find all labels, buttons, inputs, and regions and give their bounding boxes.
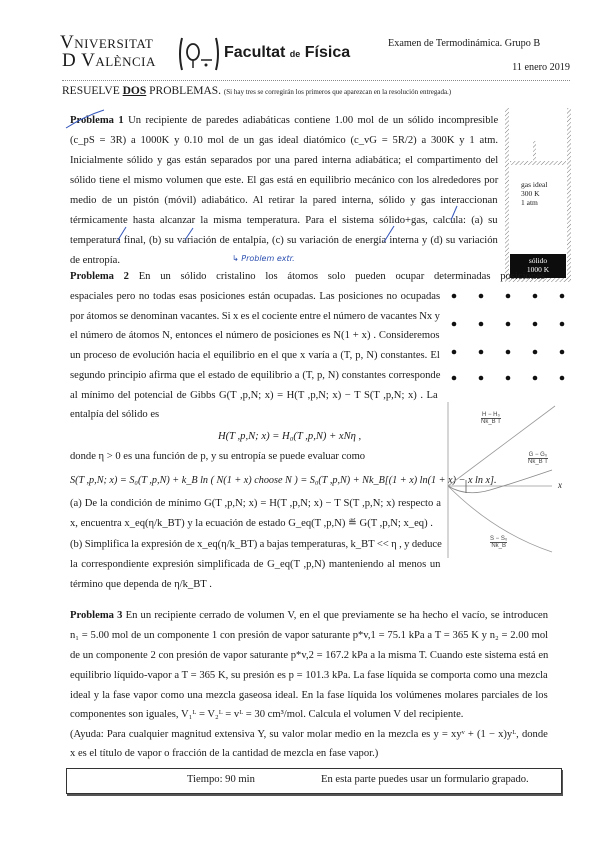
lattice-atom [452,322,457,327]
faculty-main: Facultat [224,44,286,61]
lattice-atom [560,294,565,299]
instructions-emphasis: DOS [122,85,147,97]
line-text: entalpía del sólido es [70,409,160,420]
gas-label: gas ideal [521,180,548,189]
line-text: ideal y la fase vapor como una mezcla gaseosa ideal. En la fase líquida los volúmenes molares parciales de los [70,690,548,701]
footer-box [66,768,562,794]
line-text: al mínimo del potencial de Gibbs G(T ,p,N; x) = H(T ,p,N; x) − T S(T ,p,N; x) . La [70,390,438,401]
s-label-den: Nk_B [491,543,506,549]
line-text: x es el título de vapor o fracción de la cantidad de mezcla en fase vapor.) [70,748,379,759]
faculty-sub: Física [304,44,351,61]
line-text: n₁ = 5.00 mol de un componente 1 con presión de vapor saturante p*v,1 = 75.1 kPa a T = 365 K y n₂ = 2.00 mol [70,630,549,641]
text-line [70,174,498,188]
lattice-atom [479,294,484,299]
text-line [70,234,498,248]
text-line [70,497,441,511]
instructions-note: (Si hay tres se corregirán los primeros que aparezcan en la resolución entregada.) [223,88,452,96]
s-label-num: S − S₀ [490,536,508,542]
university-name-line1: Vniversitat [60,32,154,53]
university-emblem-icon [176,34,222,74]
text-line [70,517,433,531]
line-text: medio de un pistón (móvil) adiabático. Al retirar la pared interna, sólido y gas interaccionan [70,195,498,206]
lattice-atom [452,294,457,299]
gas-pressure: 1 atm [521,198,538,207]
lattice-atom [506,350,511,355]
lattice-atom [479,322,484,327]
line-text: x, encuentra x_eq(η/k_BT) y la ecuación de estado G_eq(T ,p,N) ≝ G(T ,p,N; x_eq) . [70,518,433,529]
exam-date: 11 enero 2019 [512,62,570,73]
line-text: (c_pS = 3R) a 1000K y 0.10 mol de un gas ideal diatómico (c_vG = 5R/2) a 300K y 1 atm. [70,135,499,146]
entropy-label [490,536,507,549]
lattice-atom [452,350,457,355]
text-line [70,134,498,148]
faculty-name [224,44,350,62]
line-text: por átomos se denominan vacantes. Si x es el cociente entre el número de vacantes Nx y [70,311,440,322]
lattice-atom [533,376,538,381]
text-line [70,538,442,552]
text-line [70,649,548,663]
crystal-lattice-diagram [440,288,580,388]
lattice-atom [533,294,538,299]
cylinder-wall-left [505,108,509,280]
lattice-atom [560,322,565,327]
lattice-atom [479,376,484,381]
text-line [70,389,438,403]
header-divider [62,80,570,81]
text-line [70,747,378,761]
lattice-atom [506,322,511,327]
line-text: un proceso de evolución hacia el equilibrio en el que x varía a (T, p, N) constantes. El [70,350,440,361]
line-text: segundo principio afirma que el estado de equilibrio a (T, p, N) constantes corresponde [70,370,441,381]
solid-label: sólido [528,256,548,265]
text-line [70,708,463,722]
lattice-atom [506,376,511,381]
time-limit: Tiempo: 90 min [187,774,255,785]
line-text: de entropía. [70,255,121,266]
problem-label: Problema 3 [70,610,123,621]
footer-note: En esta parte puedes usar un formulario grapado. [321,774,529,785]
g-label-den: Nk_B T [528,459,548,465]
line-text: la correspondiente expresión simplificada de G_eq(T ,p,N) manteniendo al menos un [70,559,441,570]
line-text: (Ayuda: Para cualquier magnitud extensiva Y, su valor molar medio en la mezcla es y = xyᵛ + (1 − x)yᴸ, donde [70,729,548,740]
gibbs-curve [448,470,552,493]
line-text: término que dependa de η/k_BT . [70,579,212,590]
text-line [70,154,498,168]
text-line [70,609,548,623]
text-line [70,689,548,703]
text-line [70,329,440,343]
x-axis-label: x [558,480,562,490]
gibbs-label [528,452,548,465]
lattice-atom [533,322,538,327]
problem-label: Problema 1 [70,115,124,126]
line-text: Un recipiente de paredes adiabáticas contiene 1.00 mol de un sólido incompresible [128,115,499,126]
enthalpy-formula: H(T ,p,N; x) = H₀(T ,p,N) + xNη , [218,431,362,442]
gas-info [521,180,547,207]
lattice-atom [452,376,457,381]
h-label-den: Nk_B T [481,419,501,425]
lattice-atom [560,350,565,355]
handwritten-note: ↳ Problem extr. [232,254,295,263]
text-line [70,310,440,324]
g-label-num: G − G₀ [528,452,548,458]
lattice-atom [560,376,565,381]
text-line [70,728,548,742]
text-line [70,270,545,284]
line-text: equilibrio líquido-vapor a T = 365 K, su presión es p = 101.3 kPa. La fase líquida se comporta como una mezcla [70,670,548,681]
text-line [70,558,440,572]
text-line [70,214,498,228]
exam-title: Examen de Termodinámica. Grupo B [388,38,541,49]
text-line [70,254,120,268]
line-text: Inicialmente sólido y gas están separados por una pared interna adiabática; el compartimento del [70,155,499,166]
text-line [70,629,548,643]
line-text: (b) Simplifica la expresión de x_eq(η/k_BT) a bajas temperaturas, k_BT << η , y deduce [70,539,442,550]
line-text: el número de átomos N, entonces el número de posiciones es N(1 + x) . Consideremos [70,330,440,341]
text-line [70,578,212,592]
line-text: En un sólido cristalino los átomos solo pueden ocupar determinadas posiciones [138,271,545,282]
line-text: temperatura final, (b) su variación de entalpía, (c) su variación de energía interna y (d) su variación [70,235,498,246]
line-text: En un recipiente cerrado de volumen V, en el que previamente se ha hecho el vacío, se introducen [125,610,549,621]
text-line [70,369,440,383]
lattice-atom [479,350,484,355]
problem-label: Problema 2 [70,271,129,282]
text-line [70,669,548,683]
line-text: sólido tiene el mismo volumen que este. El gas está en equilibrio mecánico con los alrededores por [70,175,499,186]
eta-line: donde η > 0 es una función de p, y su entropía se puede evaluar como [70,451,366,462]
university-name-line2: D València [62,50,156,71]
cylinder-wall-right [567,108,571,280]
faculty-de: de [289,49,301,59]
enthalpy-line [448,406,555,486]
instructions-rest: PROBLEMAS. [149,85,222,97]
line-text: espaciales pero no todas esas posiciones están ocupadas. Las posiciones no ocupadas [70,291,441,302]
text-line [70,114,498,128]
piston [510,161,566,165]
piston-rod [533,141,536,161]
text-line [70,408,159,422]
instructions [62,84,451,99]
text-line [70,290,440,304]
solid-temp: 1000 K [526,265,550,274]
lattice-atom [506,294,511,299]
text-line [70,194,498,208]
lattice-atom [533,350,538,355]
h-label-num: H − H₀ [481,412,500,418]
gas-temp: 300 K [521,189,540,198]
enthalpy-label [481,412,501,425]
line-text: componentes son iguales, V₁ᴸ = V₂ᴸ = vᴸ = 30 cm³/mol. Calcula el volumen V del recipiente. [70,709,464,720]
entropy-formula: S(T ,p,N; x) = S₀(T ,p,N) + k_B ln ( N(1 + x) choose N ) = S₀(T ,p,N) + Nk_B[(1 + x) ln(1 + x) − x ln x]. [70,475,497,486]
line-text: de un componente 2 con presión de vapor saturante p*v,2 = 167.2 kPa a la misma T. Cuando este sistema está en [70,650,549,661]
line-text: térmicamente hasta alcanzar la misma temperatura. Para el sistema sólido+gas, calcula: (a) su [70,215,498,226]
line-text: (a) De la condición de mínimo G(T ,p,N; x) = H(T ,p,N; x) − T S(T ,p,N; x) respecto a [70,498,441,509]
instructions-lead: RESUELVE [62,85,120,97]
text-line [70,349,440,363]
